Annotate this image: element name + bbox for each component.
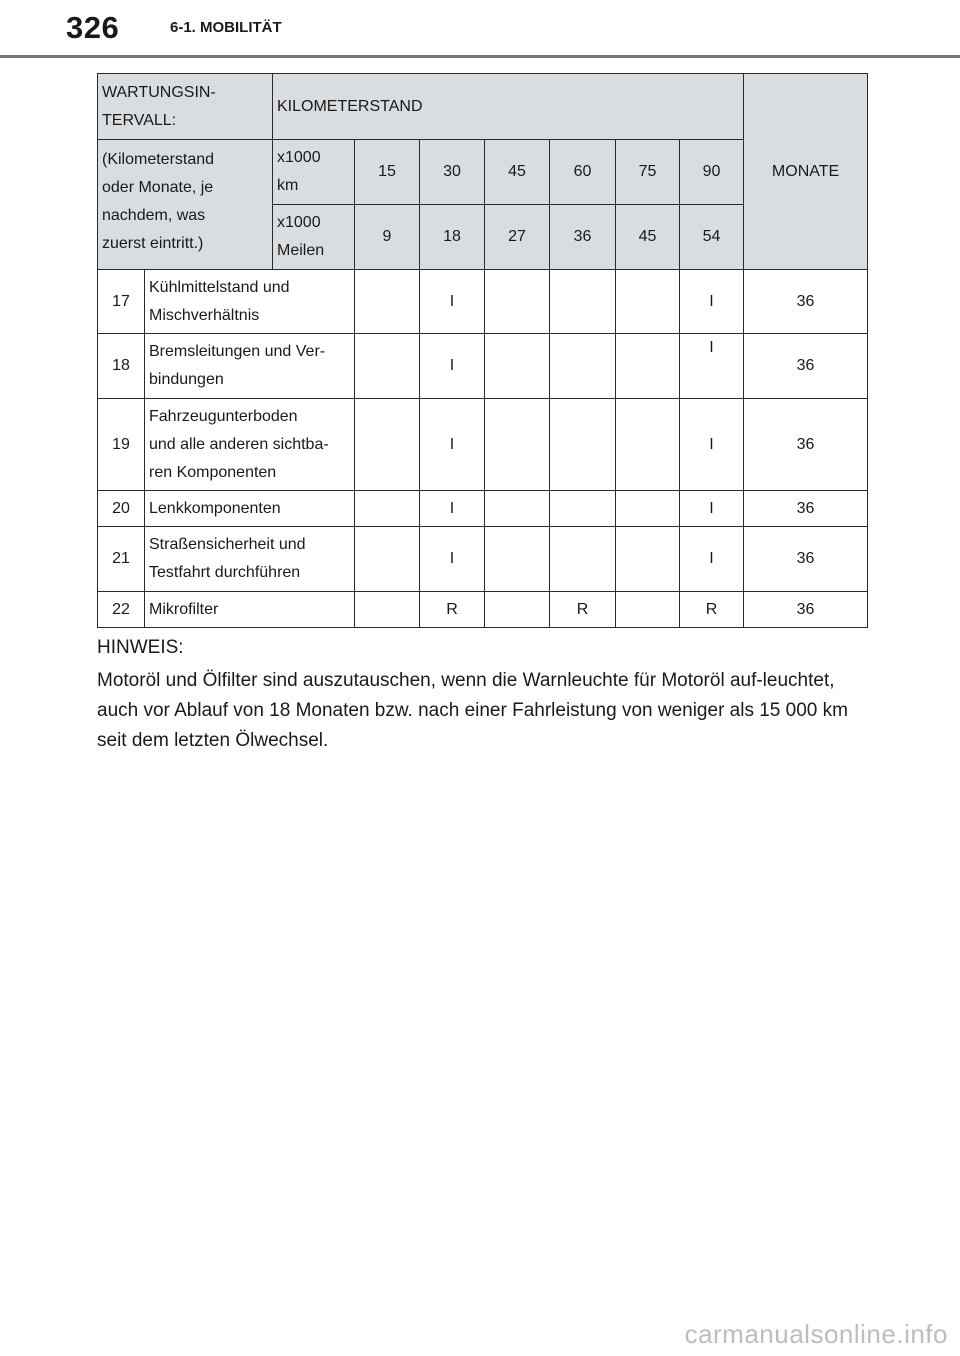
row-cell-60: R bbox=[550, 592, 616, 628]
condition-line: (Kilometerstand bbox=[102, 151, 215, 168]
row-item-line: und alle anderen sichtba- bbox=[149, 435, 329, 453]
row-cell-75 bbox=[616, 334, 680, 399]
km-value-cell: 45 bbox=[485, 140, 550, 205]
miles-value-cell: 9 bbox=[355, 205, 420, 270]
table-header-row bbox=[98, 74, 868, 140]
miles-value-cell: 36 bbox=[550, 205, 616, 270]
row-cell-75 bbox=[616, 527, 680, 592]
km-header-cell: KILOMETERSTAND bbox=[273, 74, 744, 140]
row-cell-15 bbox=[355, 491, 420, 527]
row-item bbox=[145, 270, 355, 334]
table-row bbox=[98, 592, 868, 628]
row-cell-90: I bbox=[680, 334, 744, 399]
interval-label-line: WARTUNGSIN- bbox=[102, 83, 216, 101]
row-cell-15 bbox=[355, 592, 420, 628]
row-number: 22 bbox=[98, 592, 145, 628]
miles-value-cell: 27 bbox=[485, 205, 550, 270]
row-months: 36 bbox=[744, 491, 868, 527]
header-divider bbox=[0, 55, 960, 58]
row-cell-15 bbox=[355, 270, 420, 334]
miles-unit-line: Meilen bbox=[277, 242, 325, 259]
row-cell-45 bbox=[485, 270, 550, 334]
table-row bbox=[98, 270, 868, 334]
row-item-line: Testfahrt durchführen bbox=[149, 564, 301, 581]
table-row bbox=[98, 334, 868, 399]
row-item bbox=[145, 527, 355, 592]
row-item-line: Fahrzeugunterboden bbox=[149, 407, 298, 425]
table-row bbox=[98, 491, 868, 527]
row-cell-15 bbox=[355, 399, 420, 491]
table-row bbox=[98, 527, 868, 592]
interval-label-cell bbox=[98, 74, 273, 140]
row-cell-15 bbox=[355, 527, 420, 592]
km-unit-line: km bbox=[277, 177, 299, 194]
table-row bbox=[98, 399, 868, 491]
row-cell-30: I bbox=[420, 334, 485, 399]
row-cell-30: I bbox=[420, 527, 485, 592]
row-number: 17 bbox=[98, 270, 145, 334]
watermark: carmanualsonline.info bbox=[684, 1319, 948, 1349]
row-item-line: Bremsleitungen und Ver- bbox=[149, 343, 326, 360]
km-value-cell: 90 bbox=[680, 140, 744, 205]
km-unit-cell bbox=[273, 140, 355, 205]
row-months: 36 bbox=[744, 270, 868, 334]
row-item-line: Mischverhältnis bbox=[149, 306, 260, 324]
condition-line: zuerst eintritt.) bbox=[102, 235, 204, 252]
km-unit-line: x1000 bbox=[277, 149, 321, 166]
condition-line: nachdem, was bbox=[102, 207, 206, 224]
km-value-cell: 30 bbox=[420, 140, 485, 205]
row-cell-45 bbox=[485, 527, 550, 592]
row-cell-45 bbox=[485, 592, 550, 628]
row-cell-60 bbox=[550, 270, 616, 334]
row-item bbox=[145, 592, 355, 628]
row-number: 18 bbox=[98, 334, 145, 399]
row-cell-90: I bbox=[680, 527, 744, 592]
row-cell-30: I bbox=[420, 399, 485, 491]
miles-value-cell: 54 bbox=[680, 205, 744, 270]
page-number: 326 bbox=[66, 10, 120, 45]
row-months: 36 bbox=[744, 399, 868, 491]
section-title: 6-1. MOBILITÄT bbox=[170, 19, 282, 36]
row-cell-15 bbox=[355, 334, 420, 399]
condition-cell bbox=[98, 140, 273, 270]
interval-label-line: TERVALL: bbox=[102, 111, 177, 129]
miles-value-cell: 18 bbox=[420, 205, 485, 270]
row-cell-75 bbox=[616, 270, 680, 334]
row-item-line: ren Komponenten bbox=[149, 463, 277, 481]
row-item-line: Mikrofilter bbox=[149, 600, 219, 618]
row-months: 36 bbox=[744, 334, 868, 399]
row-months: 36 bbox=[744, 592, 868, 628]
row-cell-60 bbox=[550, 491, 616, 527]
row-cell-75 bbox=[616, 399, 680, 491]
row-cell-60 bbox=[550, 334, 616, 399]
km-value-cell: 60 bbox=[550, 140, 616, 205]
note-text: Motoröl und Ölfilter sind auszutauschen, wenn die Warnleuchte für Motoröl auf-leuchtet, auch vor Ablauf von 18 Monaten bzw. nach einer Fahrleistung von weniger als 15 000 km seit dem letzten Ölwechsel. bbox=[97, 670, 848, 751]
row-item-line: bindungen bbox=[149, 371, 224, 388]
months-header-cell: MONATE bbox=[744, 74, 868, 270]
km-value-cell: 15 bbox=[355, 140, 420, 205]
row-cell-45 bbox=[485, 399, 550, 491]
note-title: HINWEIS: bbox=[97, 637, 184, 658]
row-months: 36 bbox=[744, 527, 868, 592]
row-item-line: Kühlmittelstand und bbox=[149, 278, 290, 296]
row-item bbox=[145, 334, 355, 399]
row-number: 21 bbox=[98, 527, 145, 592]
row-cell-90: R bbox=[680, 592, 744, 628]
row-cell-45 bbox=[485, 491, 550, 527]
page-header bbox=[0, 0, 960, 58]
row-cell-90: I bbox=[680, 491, 744, 527]
row-item-line: Straßensicherheit und bbox=[149, 536, 306, 553]
row-cell-30: I bbox=[420, 270, 485, 334]
row-number: 19 bbox=[98, 399, 145, 491]
row-item bbox=[145, 399, 355, 491]
row-item-line: Lenkkomponenten bbox=[149, 499, 281, 517]
row-cell-60 bbox=[550, 527, 616, 592]
miles-value-cell: 45 bbox=[616, 205, 680, 270]
condition-line: oder Monate, je bbox=[102, 179, 214, 196]
row-cell-60 bbox=[550, 399, 616, 491]
row-cell-45 bbox=[485, 334, 550, 399]
row-cell-30: I bbox=[420, 491, 485, 527]
row-cell-75 bbox=[616, 491, 680, 527]
miles-unit-line: x1000 bbox=[277, 214, 321, 231]
km-value-cell: 75 bbox=[616, 140, 680, 205]
miles-unit-cell bbox=[273, 205, 355, 270]
row-cell-90: I bbox=[680, 399, 744, 491]
row-cell-90: I bbox=[680, 270, 744, 334]
row-number: 20 bbox=[98, 491, 145, 527]
row-item bbox=[145, 491, 355, 527]
row-cell-75 bbox=[616, 592, 680, 628]
maintenance-table bbox=[97, 73, 868, 628]
row-cell-30: R bbox=[420, 592, 485, 628]
